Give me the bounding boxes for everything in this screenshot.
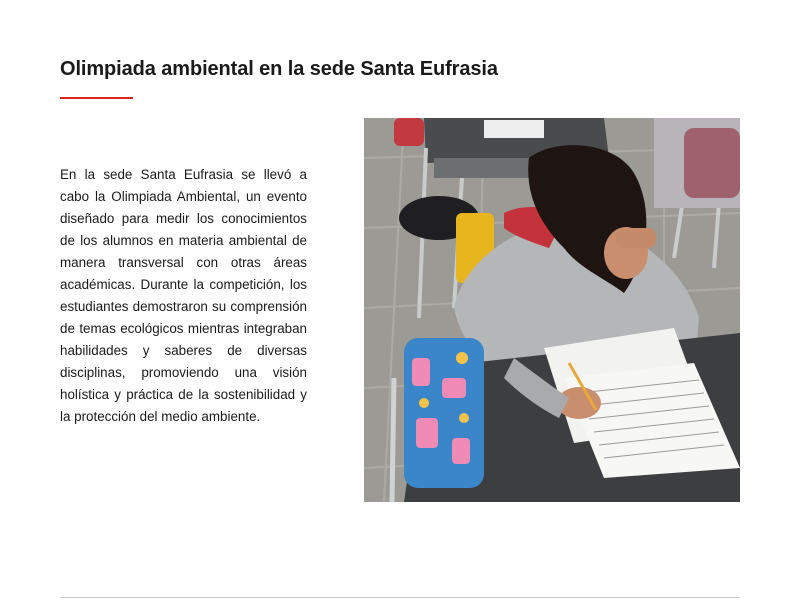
- article-photo: [364, 118, 740, 502]
- student-taking-exam-illustration: [364, 118, 740, 502]
- article-title: Olimpiada ambiental en la sede Santa Eufrasia: [60, 58, 498, 80]
- title-accent-underline: [60, 97, 133, 99]
- footer-divider: [60, 597, 740, 598]
- article-body: En la sede Santa Eufrasia se llevó a cabo la Olimpiada Ambiental, un evento diseñado para medir los conocimientos de los alumnos en materia ambiental de manera transversal con otras áreas académicas. Durante la competición, los estudiantes demostraron su comprensión de temas ecológicos mientras integraban habilidades y saberes de diversas disciplinas, promoviendo una visión holística y práctica de la sostenibilidad y la protección del medio ambiente.: [60, 167, 307, 424]
